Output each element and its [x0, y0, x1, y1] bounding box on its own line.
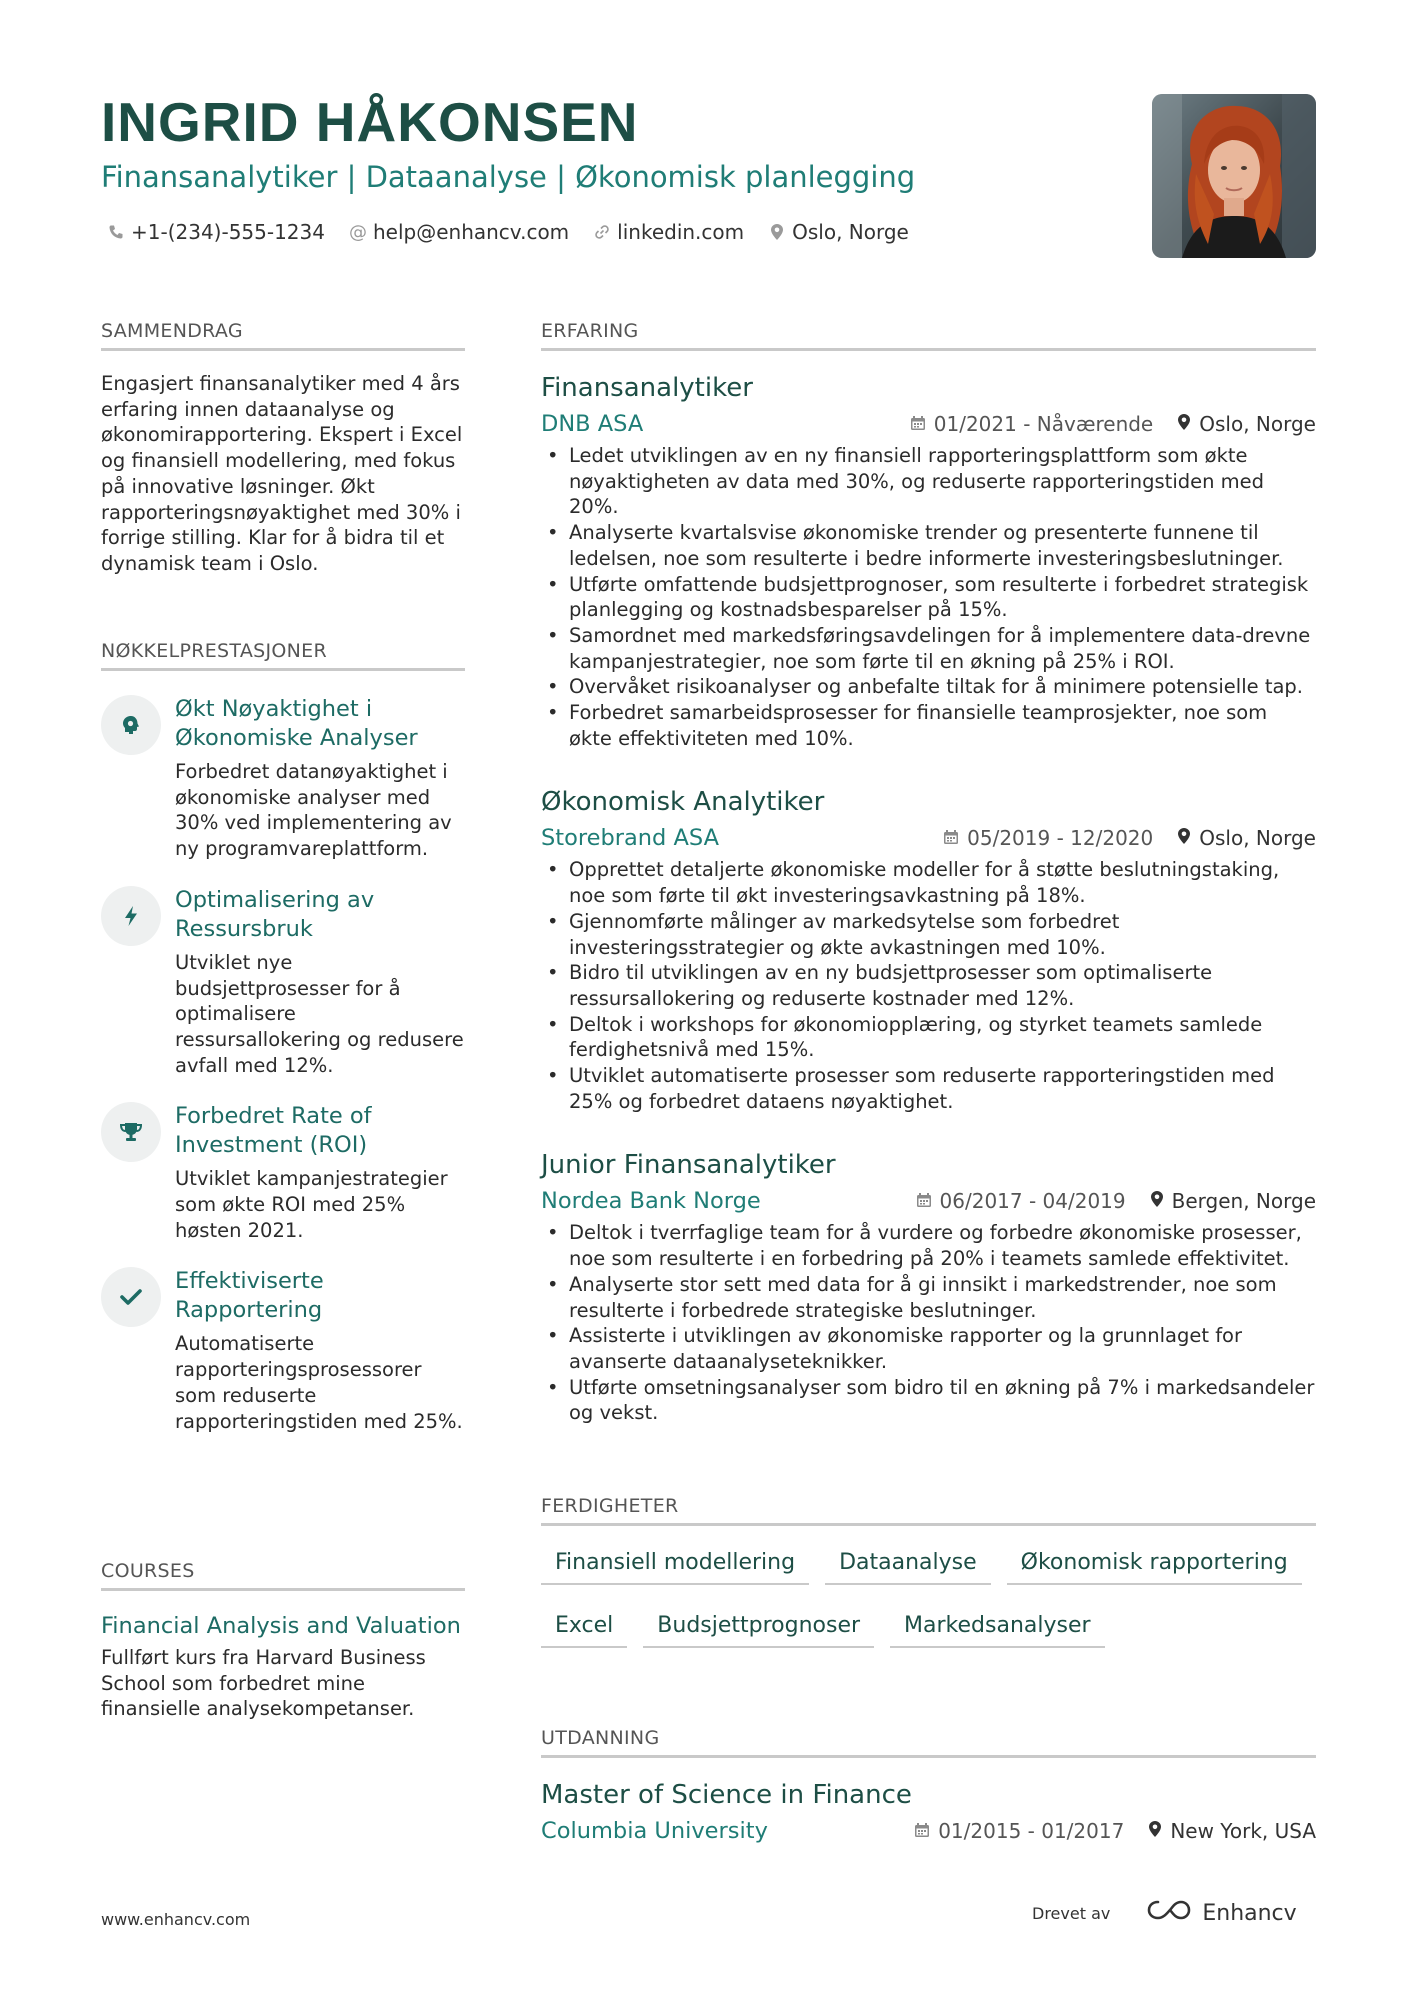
job-bullet: • Samordnet med markedsføringsavdelingen for å implementere data-drevne kampanjestrategier, noe som førte til en økning på 25% i ROI.: [541, 623, 1316, 674]
job-location: Bergen, Norge: [1171, 1189, 1316, 1214]
job-dates: 01/2021 - Nåværende: [933, 412, 1154, 436]
achievement-desc: Utviklet nye budsjettprosesser for å optimalisere ressursallokering og redusere avfall med 12%.: [175, 950, 464, 1077]
job-bullet: • Gjennomførte målinger av markedsytelse som forbedret investeringsstrategier og økte avkastningen med 10%.: [541, 909, 1316, 960]
skills-title: FERDIGHETER: [541, 1495, 1316, 1526]
summary-section: [101, 320, 465, 577]
location-pin-icon: [1177, 826, 1191, 850]
achievement-desc: Forbedret datanøyaktighet i økonomiske analyser med 30% ved implementering av ny programvareplattform.: [175, 760, 452, 861]
profile-photo: [1152, 94, 1316, 258]
skill-tag: Dataanalyse: [825, 1542, 991, 1585]
job-bullet: • Deltok i tverrfaglige team for å vurdere og forbedre økonomiske prosesser, noe som resulterte i en forbedring på 20% i teamets samlede effektivitet.: [541, 1220, 1316, 1271]
skill-tag: Markedsanalyser: [890, 1605, 1105, 1648]
school: Columbia University: [541, 1818, 768, 1844]
contact-email-text: help@enhancv.com: [372, 220, 570, 244]
job-entry: [541, 373, 1316, 751]
course-desc: Fullført kurs fra Harvard Business School som forbedret mine finansielle analysekompetanser.: [101, 1646, 426, 1721]
location-pin-icon: [1148, 1819, 1162, 1843]
experience-section: [541, 320, 1316, 1426]
achievement-item: [101, 1102, 465, 1243]
course-title: Financial Analysis and Valuation: [101, 1613, 461, 1639]
education-section: [541, 1727, 1316, 1844]
skill-tag: Økonomisk rapportering: [1007, 1542, 1302, 1585]
at-icon: @: [348, 221, 367, 243]
job-bullet: • Analyserte stor sett med data for å gi innsikt i markedstrender, noe som resulterte i forbedrede strategiske beslutninger.: [541, 1272, 1316, 1323]
achievement-item: [101, 1267, 465, 1434]
lightning-icon: [101, 886, 161, 946]
job-bullets: [541, 857, 1316, 1114]
achievements-title: NØKKELPRESTASJONER: [101, 640, 465, 671]
calendar-icon: [943, 826, 959, 850]
job-location: Oslo, Norge: [1199, 412, 1316, 436]
job-entry: [541, 787, 1316, 1114]
job-bullet: • Utførte omsetningsanalyser som bidro til en økning på 7% i markedsandeler og vekst.: [541, 1375, 1316, 1426]
job-dates: 06/2017 - 04/2019: [939, 1189, 1126, 1214]
powered-by-label: Drevet av: [1032, 1903, 1111, 1923]
education-title: UTDANNING: [541, 1727, 1316, 1758]
achievement-title: Økt Nøyaktighet i Økonomiske Analyser: [175, 696, 418, 751]
brand-name: Enhancv: [1202, 1900, 1297, 1926]
contact-location-text: Oslo, Norge: [792, 220, 909, 244]
job-bullet: • Assisterte i utviklingen av økonomiske rapporter og la grunnlaget for avanserte dataanalyseteknikker.: [541, 1323, 1316, 1374]
job-bullet: • Forbedret samarbeidsprosesser for finansielle teamprosjekter, noe som økte effektiviteten med 10%.: [541, 700, 1316, 751]
summary-text: Engasjert finansanalytiker med 4 års erfaring innen dataanalyse og økonomirapportering. Ekspert i Excel og finansiell modellering, med fokus på innovative løsninger. Økt rapporteringsnøyaktighet med 30% i forrige stilling. Klar for å bidra til et dynamisk team i Oslo.: [101, 372, 463, 575]
job-bullet: • Overvåket risikoanalyser og anbefalte tiltak for å minimere potensielle tap.: [541, 674, 1316, 700]
job-entry: [541, 1150, 1316, 1426]
skill-tag: Budsjettprognoser: [643, 1605, 874, 1648]
summary-title: SAMMENDRAG: [101, 320, 465, 351]
job-dates: 05/2019 - 12/2020: [967, 826, 1154, 851]
courses-section: [101, 1560, 465, 1722]
achievement-title: Effektiviserte Rapportering: [175, 1268, 324, 1324]
brand-logo[interactable]: [1146, 1898, 1296, 1928]
candidate-name: INGRID HÅKONSEN: [101, 91, 639, 153]
job-role: Økonomisk Analytiker: [541, 787, 825, 818]
calendar-icon: [914, 1819, 930, 1843]
contact-phone: [107, 220, 325, 244]
achievement-desc: Utviklet kampanjestrategier som økte ROI med 25% høsten 2021.: [175, 1167, 448, 1242]
skills-section: [541, 1495, 1316, 1668]
job-bullet: • Opprettet detaljerte økonomiske modeller for å støtte beslutningstaking, noe som førte til økt investeringsavkastning på 18%.: [541, 857, 1316, 908]
job-bullet: • Analyserte kvartalsvise økonomiske trender og presenterte funnene til ledelsen, noe som resulterte i bedre informerte investeringsbeslutninger.: [541, 520, 1316, 571]
job-role: Junior Finansanalytiker: [541, 1150, 836, 1181]
location-pin-icon: [1177, 412, 1191, 436]
footer-branding: [1032, 1898, 1297, 1928]
achievement-title: Forbedret Rate of Investment (ROI): [175, 1103, 372, 1159]
link-icon: [593, 223, 611, 241]
job-bullets: [541, 1220, 1316, 1426]
achievements-section: [101, 640, 465, 1434]
achievement-desc: Automatiserte rapporteringsprosessorer som reduserte rapporteringstiden med 25%.: [175, 1332, 463, 1433]
contact-linkedin[interactable]: [593, 220, 744, 244]
headline: Finansanalytiker | Dataanalyse | Økonomisk planlegging: [101, 160, 916, 194]
job-bullets: [541, 443, 1316, 751]
achievement-item: [101, 886, 465, 1079]
job-bullet: • Bidro til utviklingen av en ny budsjettprosesser som optimaliserte ressursallokering og reduserte kostnader med 12%.: [541, 960, 1316, 1011]
location-pin-icon: [768, 223, 786, 241]
job-company: DNB ASA: [541, 411, 644, 437]
contact-email[interactable]: [349, 220, 569, 244]
achievement-item: [101, 695, 465, 862]
calendar-icon: [910, 412, 926, 436]
education-dates: 01/2015 - 01/2017: [938, 1819, 1125, 1843]
job-bullet: • Utviklet automatiserte prosesser som reduserte rapporteringstiden med 25% og forbedret dataens nøyaktighet.: [541, 1063, 1316, 1114]
check-icon: [101, 1267, 161, 1327]
contact-bar: [107, 220, 909, 244]
footer-website[interactable]: www.enhancv.com: [101, 1910, 251, 1929]
infinity-logo-icon: [1146, 1898, 1192, 1928]
calendar-icon: [916, 1189, 932, 1213]
contact-linkedin-text: linkedin.com: [617, 220, 745, 244]
job-company: Storebrand ASA: [541, 825, 719, 852]
achievement-title: Optimalisering av Ressursbruk: [175, 886, 375, 942]
skill-tag: Finansiell modellering: [541, 1542, 809, 1585]
brain-icon: [101, 695, 161, 755]
contact-location: [768, 220, 909, 244]
contact-phone-text: +1-(234)-555-1234: [131, 220, 325, 244]
job-bullet: • Deltok i workshops for økonomiopplæring, og styrket teamets samlede ferdighetsnivå med 15%.: [541, 1012, 1316, 1063]
job-role: Finansanalytiker: [541, 373, 753, 403]
phone-icon: [107, 223, 125, 241]
location-pin-icon: [1150, 1189, 1164, 1213]
job-bullet: • Utførte omfattende budsjettprognoser, som resulterte i forbedret strategisk planlegging og kostnadsbesparelser på 15%.: [541, 572, 1316, 623]
trophy-icon: [101, 1102, 161, 1162]
courses-title: COURSES: [101, 1560, 465, 1591]
experience-title: ERFARING: [541, 320, 1316, 351]
education-location: New York, USA: [1170, 1819, 1316, 1843]
degree: Master of Science in Finance: [541, 1780, 912, 1810]
job-location: Oslo, Norge: [1199, 826, 1316, 851]
skill-tag: Excel: [541, 1605, 627, 1648]
job-bullet: • Ledet utviklingen av en ny finansiell rapporteringsplattform som økte nøyaktigheten av data med 30%, og reduserte rapporteringstiden med 20%.: [541, 443, 1316, 520]
job-company: Nordea Bank Norge: [541, 1188, 761, 1215]
